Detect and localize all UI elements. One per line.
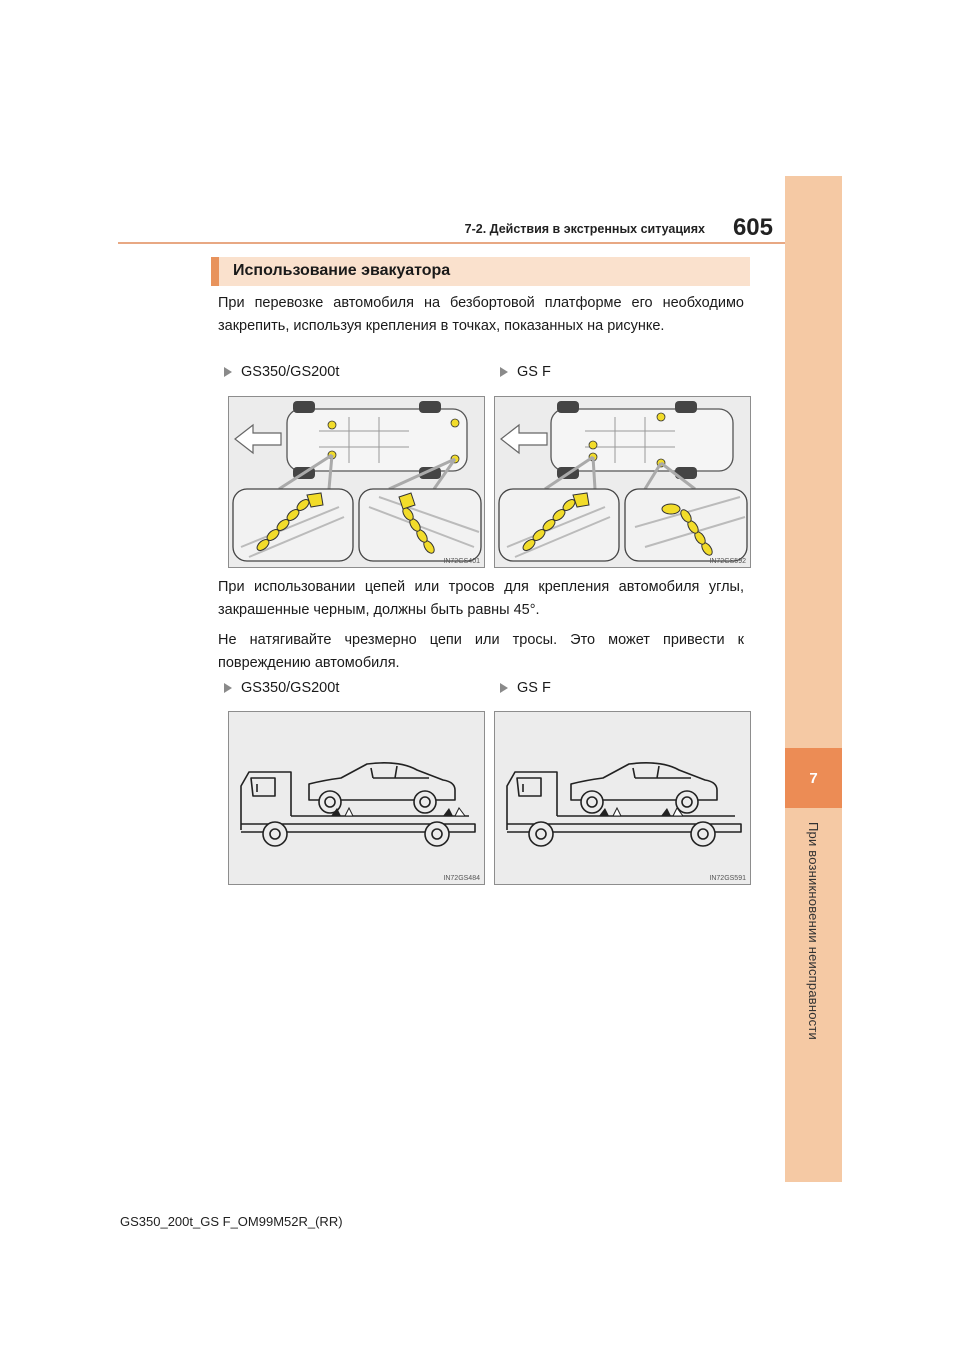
intro-paragraph: При перевозке автомобиля на безбортовой платформе его необходимо закрепить, используя крепления в точках, показанных на рисунке. <box>218 295 744 334</box>
warning-paragraph: Не натягивайте чрезмерно цепи или тросы. Это может привести к повреждению автомобиля. <box>218 632 744 671</box>
figure-tiedown-points-gs350 <box>228 396 485 568</box>
flatbed-truck-illustration <box>229 712 485 885</box>
figure-flatbed-gs350 <box>228 711 485 885</box>
figure-label-bottom-right <box>500 680 551 696</box>
figure-label-text: GS350/GS200t <box>241 680 340 696</box>
figure-code: IN72GS591 <box>709 875 746 882</box>
figure-code: IN72GS484 <box>443 875 480 882</box>
footer-doc-code: GS350_200t_GS F_OM99M52R_(RR) <box>120 1214 343 1229</box>
chapter-title-text: При возникновении неисправности <box>806 822 821 1040</box>
car-underbody-illustration <box>229 397 485 568</box>
triangle-bullet-icon <box>224 683 232 693</box>
page-number: 605 <box>732 214 773 241</box>
section-title: 7-2. Действия в экстренных ситуациях <box>464 222 705 236</box>
chapter-title-vertical <box>786 822 841 1162</box>
section-heading: Использование эвакуатора <box>233 262 451 279</box>
section-heading-bar <box>211 257 750 286</box>
figure-tiedown-points-gsf <box>494 396 751 568</box>
triangle-bullet-icon <box>224 367 232 377</box>
triangle-bullet-icon <box>500 367 508 377</box>
figure-label-top-right <box>500 364 551 380</box>
figure-code: IN72GS592 <box>709 558 746 565</box>
header-divider <box>118 242 785 244</box>
figure-label-text: GS F <box>517 680 551 696</box>
flatbed-truck-illustration <box>495 712 751 885</box>
car-underbody-illustration <box>495 397 751 568</box>
figure-flatbed-gsf <box>494 711 751 885</box>
figure-label-text: GS350/GS200t <box>241 364 340 380</box>
figure-label-bottom-left <box>224 680 339 696</box>
triangle-bullet-icon <box>500 683 508 693</box>
figure-code: IN72GS401 <box>443 558 480 565</box>
angles-paragraph: При использовании цепей или тросов для крепления автомобиля углы, закрашенные черным, должны быть равны 45°. <box>218 579 744 618</box>
figure-label-text: GS F <box>517 364 551 380</box>
chapter-number-badge: 7 <box>785 748 842 808</box>
figure-label-top-left <box>224 364 339 380</box>
